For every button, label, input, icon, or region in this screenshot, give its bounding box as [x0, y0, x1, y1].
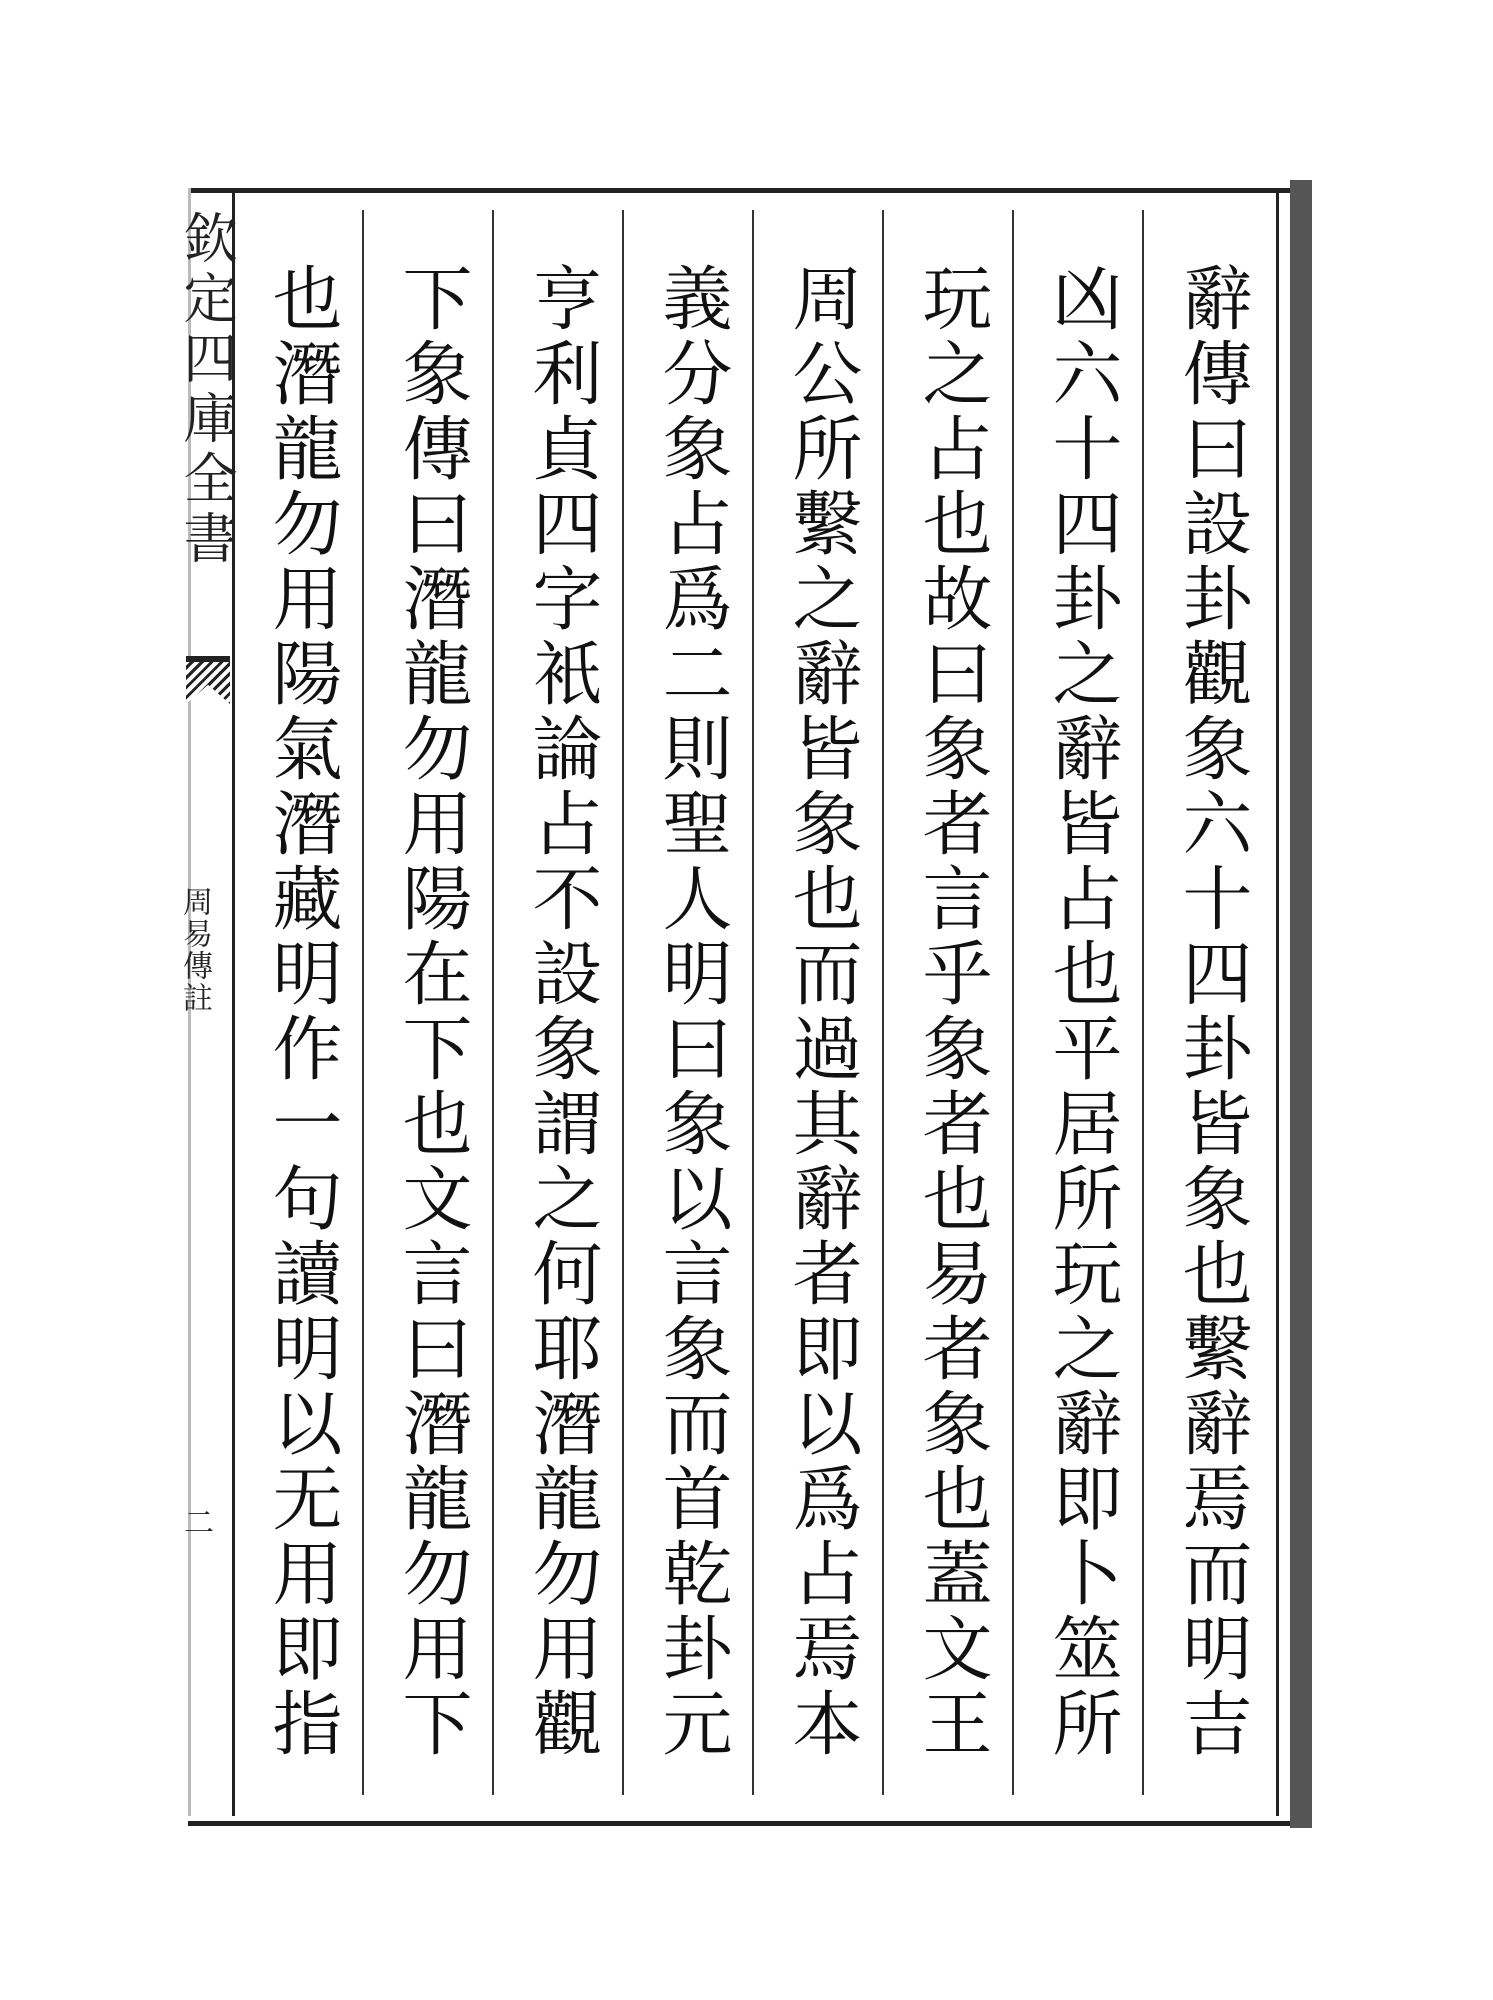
text-column-7: 下象傳曰潛龍勿用陽在下也文言曰潛龍勿用下: [391, 262, 473, 1762]
section-title: 周易傳註: [177, 886, 212, 1014]
text-column-5: 義分象占爲二則聖人明曰象以言象而首乾卦元: [651, 262, 733, 1762]
frame-rule-right: [1276, 188, 1279, 1816]
column-rule: [882, 210, 884, 1795]
column-rule: [1012, 210, 1014, 1795]
column-rule: [492, 210, 494, 1795]
text-column-4: 周公所繫之辭皆象也而過其辭者即以爲占焉本: [781, 262, 863, 1762]
column-rule: [362, 210, 364, 1795]
column-rule: [1142, 210, 1144, 1795]
book-title: 欽定四庫全書: [175, 210, 238, 570]
page-frame: [188, 188, 1308, 1826]
text-column-2: 凶六十四卦之辭皆占也平居所玩之辭即卜筮所: [1041, 262, 1123, 1762]
page-edge-right: [1290, 180, 1312, 1828]
text-column-1: 辭傳曰設卦觀象六十四卦皆象也繫辭焉而明吉: [1171, 262, 1253, 1762]
column-rule: [752, 210, 754, 1795]
text-column-6: 亨利貞四字衹論占不設象謂之何耶潛龍勿用觀: [521, 262, 603, 1762]
text-column-3: 玩之占也故曰象者言乎象者也易者象也蓋文王: [911, 262, 993, 1762]
page-number: 二: [184, 1506, 214, 1541]
text-column-8: 也潛龍勿用陽氣潛藏明作一句讀明以无用即指: [261, 262, 343, 1762]
column-rule: [622, 210, 624, 1795]
